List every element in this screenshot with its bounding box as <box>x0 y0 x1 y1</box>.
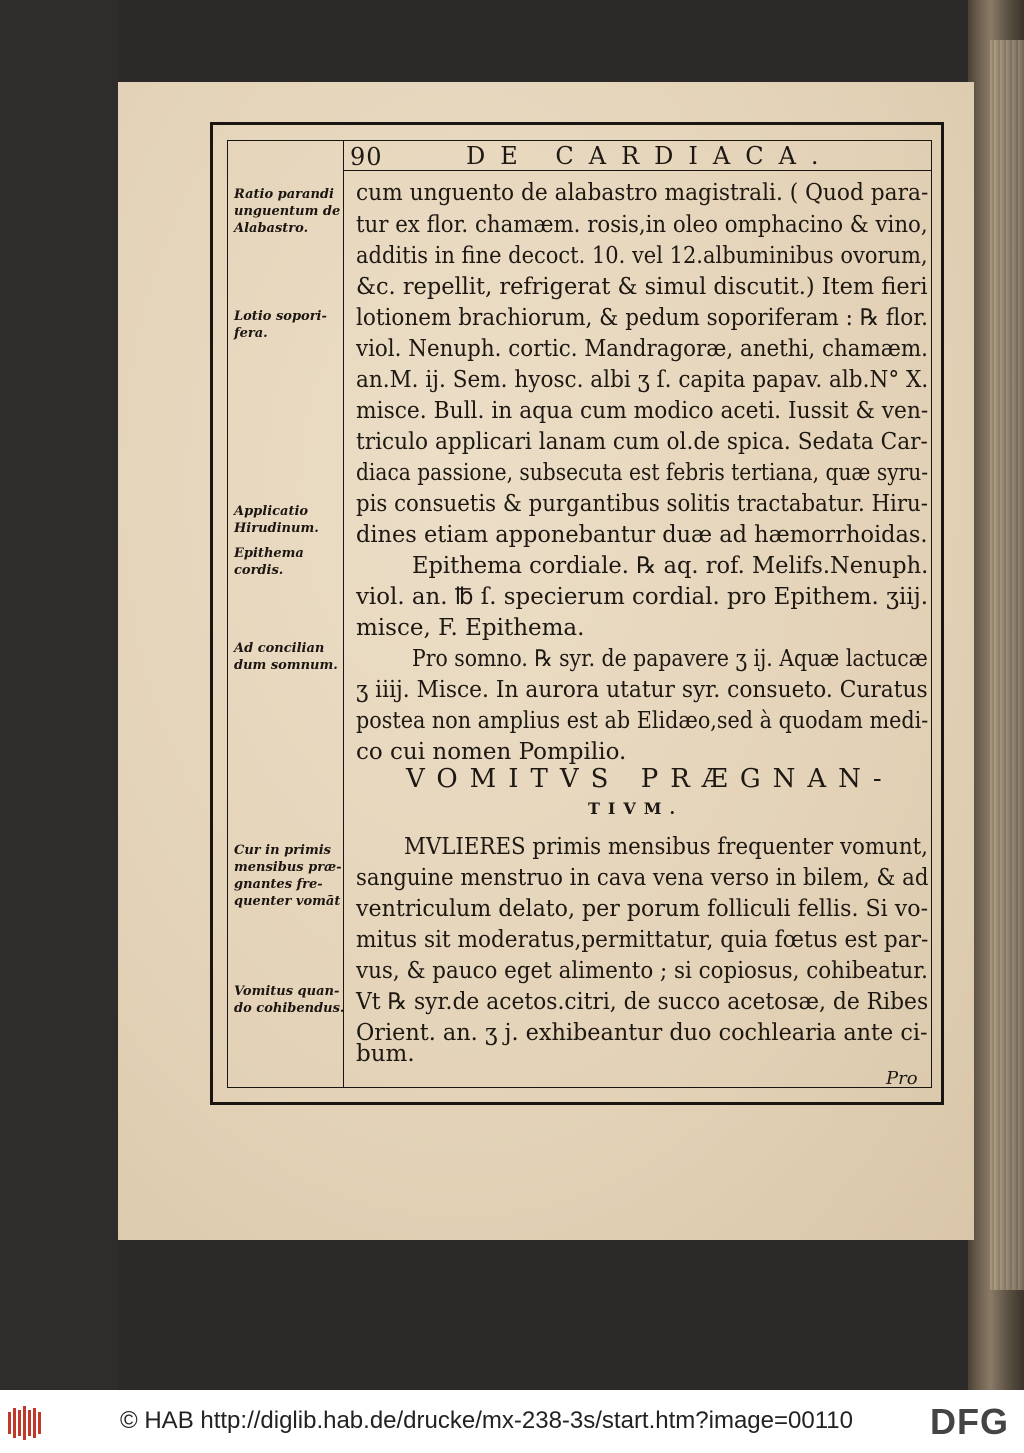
body-line: Pro somno. ℞ syr. de papavere ʒ ij. Aquæ lactucæ <box>412 646 928 672</box>
body-line: dines etiam apponebantur duæ ad hæmorrhoidas. <box>356 522 928 548</box>
body-line: viol. an. ℔ ſ. specierum cordial. pro Epithem. ʒiij. <box>356 584 928 610</box>
margin-note-praegnantes: Cur in primis mensibus præ- gnantes fre- quenter vomāt <box>234 843 342 909</box>
header-rule <box>343 170 932 171</box>
section-heading-line1: VOMITVS PRÆGNAN- <box>406 764 894 794</box>
margin-note-hirudinum: Applicatio Hirudinum. <box>234 504 319 536</box>
body-line: diaca passione, subsecuta est febris tertiana, quæ syru- <box>356 460 929 486</box>
running-title: DE CARDIACA. <box>466 142 834 170</box>
body-line: vus, & pauco eget alimento ; si copiosus, cohibeatur. <box>356 958 928 984</box>
body-line: co cui nomen Pompilio. <box>356 739 627 765</box>
body-line: bum. <box>356 1041 415 1067</box>
margin-note-epithema: Epithema cordis. <box>234 546 304 578</box>
margin-column-rule <box>343 140 344 1088</box>
body-line: mitus sit moderatus,permittatur, quia fœtus est par- <box>356 927 929 953</box>
body-line: an.M. ij. Sem. hyosc. albi ʒ ſ. capita papav. alb.N° X. <box>356 367 929 393</box>
body-line: misce. Bull. in aqua cum modico aceti. Iussit & ven- <box>356 398 929 424</box>
body-line: ventriculum delato, per porum folliculi fellis. Si vo- <box>356 896 929 922</box>
body-line: &c. repellit, refrigerat & simul discutit.) Item fieri <box>356 274 928 300</box>
catchword: Pro <box>886 1068 918 1089</box>
page-number: 90 <box>350 143 383 171</box>
body-line: Vt ℞ syr.de acetos.citri, de succo acetosæ, de Ribes <box>356 989 929 1015</box>
body-line: lotionem brachiorum, & pedum soporiferam : ℞ flor. <box>356 305 929 331</box>
hab-logo-icon <box>8 1406 44 1440</box>
body-line: tur ex flor. chamæm. rosis,in oleo omphacino & vino, <box>356 212 928 238</box>
margin-note-somnum: Ad concilian dum somnum. <box>234 641 338 673</box>
body-line: Orient. an. ʒ j. exhibeantur duo cochlearia ante ci- <box>356 1020 928 1046</box>
body-line: MVLIERES primis mensibus frequenter vomunt, <box>404 834 928 860</box>
footer-bar <box>0 1390 1024 1453</box>
body-line: ʒ iiij. Misce. In aurora utatur syr. consueto. Curatus <box>356 677 928 703</box>
body-line: sanguine menstruo in cava vena verso in bilem, & ad <box>356 865 929 891</box>
body-line: misce, F. Epithema. <box>356 615 585 641</box>
margin-note-unguentum: Ratio parandi unguentum de Alabastro. <box>234 187 341 236</box>
copyright-link[interactable]: © HAB http://diglib.hab.de/drucke/mx-238-3s/start.htm?image=00110 <box>120 1407 853 1434</box>
margin-note-vomitus: Vomitus quan- do cohibendus. <box>234 984 345 1016</box>
body-line: Epithema cordiale. ℞ aq. rof. Melifs.Nenuph. <box>412 553 929 579</box>
body-line: pis consuetis & purgantibus solitis tractabatur. Hiru- <box>356 491 928 517</box>
book-page-edges <box>968 0 1024 1390</box>
section-heading-line2: TIVM. <box>588 799 684 818</box>
body-line: postea non amplius est ab Elidæo,sed à quodam medi- <box>356 708 929 734</box>
margin-note-lotio: Lotio sopori- fera. <box>234 309 327 341</box>
body-line: additis in fine decoct. 10. vel 12.albuminibus ovorum, <box>356 243 928 269</box>
body-line: triculo applicari lanam cum ol.de spica. Sedata Car- <box>356 429 928 455</box>
dfg-logo: DFG <box>930 1401 1009 1442</box>
body-line: cum unguento de alabastro magistrali. ( Quod para- <box>356 180 929 206</box>
body-line: viol. Nenuph. cortic. Mandragoræ, anethi, chamæm. <box>356 336 928 362</box>
scan-background-left <box>0 0 118 1390</box>
